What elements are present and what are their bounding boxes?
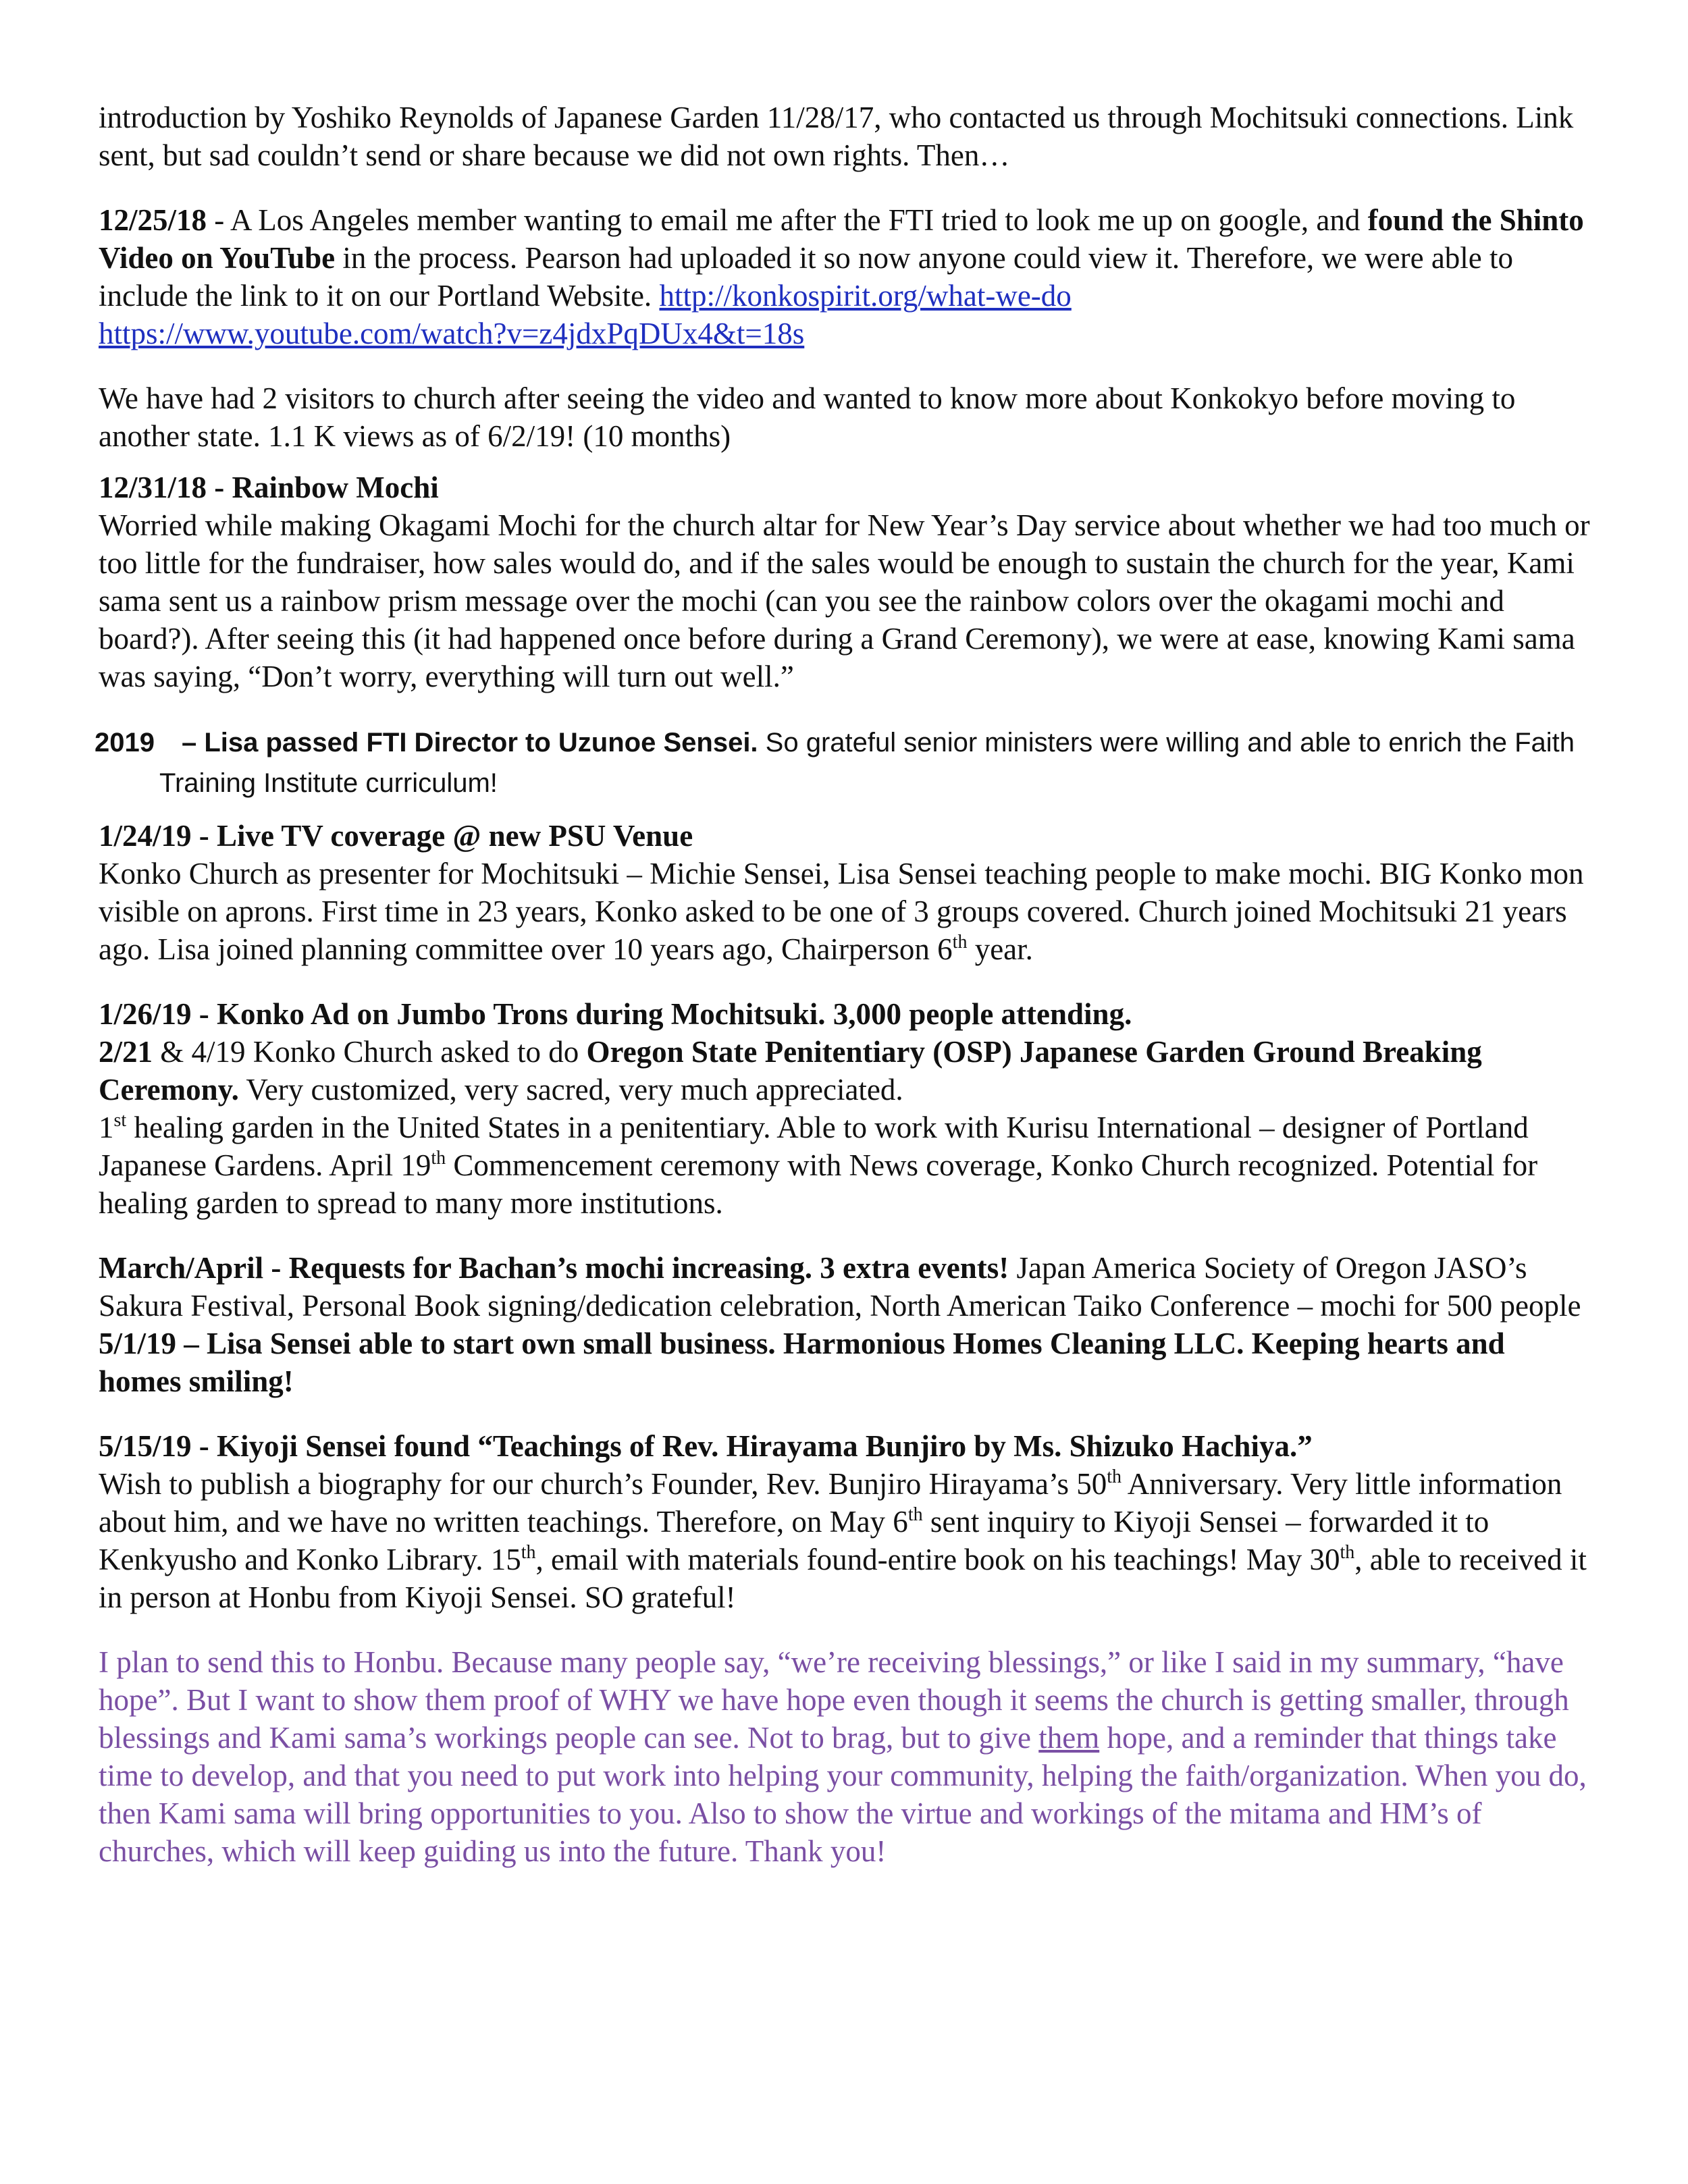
entry-heading: 5/15/19 - Kiyoji Sensei found “Teachings of Rev. Hirayama Bunjiro by Ms. Shizuko Hachiya.” <box>99 1429 1313 1463</box>
visitors-text: We have had 2 visitors to church after seeing the video and wanted to know more about Konkokyo before moving to another state. 1.1 K views as of 6/2/19! (10 months) <box>99 381 1516 453</box>
entry-text: healing garden in the United States in a penitentiary. Able to work with Kurisu International – designer of Portland Japanese Gardens. April 19 <box>99 1111 1529 1182</box>
entry-heading: 1/26/19 - Konko Ad on Jumbo Trons during Mochitsuki. 3,000 people attending. <box>99 997 1132 1031</box>
superscript: st <box>113 1110 127 1131</box>
closing-text: I plan to send this to Honbu. Because many people say, “we’re receiving blessings,” or like I said in my summary, “have hope”. But I want to show them proof of WHY we have hope even though it seems the church is getting smaller, through blessings and Kami sama’s workings people can see. Not to brag, but to give <box>99 1645 1569 1755</box>
closing-text: hope, and a reminder that things take time to develop, and that you need to put work into helping your community, helping the faith/organization. When you do, then Kami sama will bring opportunities to you. Also to show the virtue and workings of the mitama and HM’s of churches, which will keep guiding us into the future. Thank you! <box>99 1721 1587 1868</box>
entry-text: Anniversary. Very little information about him, and we have no written teachings. Therefore, on May 6 <box>99 1467 1562 1539</box>
entry-heading: 5/1/19 – Lisa Sensei able to start own small business. Harmonious Homes Cleaning LLC. Keeping hearts and homes smiling! <box>99 1327 1505 1398</box>
entry-1-26-19 <box>99 995 1591 1033</box>
intro-paragraph <box>99 99 1591 174</box>
entry-date: 12/25/18 <box>99 203 207 237</box>
entry-5-15-19 <box>99 1427 1591 1616</box>
superscript: th <box>1340 1542 1355 1563</box>
entry-12-25-18 <box>99 201 1591 352</box>
entry-text: - A Los Angeles member wanting to email me after the FTI tried to look me up on google, and <box>207 203 1368 237</box>
entry-date: 2/21 <box>99 1035 153 1069</box>
entry-text: sent inquiry to Kiyoji Sensei – forwarded it to Kenkyusho and Konko Library. 15 <box>99 1505 1489 1576</box>
document-page <box>95 99 1591 1870</box>
entry-5-1-19 <box>99 1325 1591 1400</box>
entry-march-april <box>99 1249 1591 1325</box>
konkospirit-link[interactable]: http://konkospirit.org/what-we-do <box>659 279 1072 313</box>
entry-bold-text: – Lisa passed FTI Director to Uzunoe Sensei. <box>181 728 758 757</box>
entry-heading: 1/24/19 - Live TV coverage @ new PSU Venue <box>99 819 693 853</box>
entry-heading: March/April - Requests for Bachan’s mochi increasing. 3 extra events! <box>99 1251 1009 1285</box>
entry-heading: 12/31/18 - Rainbow Mochi <box>99 471 439 504</box>
entry-bold-text: Oregon State Penitentiary (OSP) Japanese Garden Ground Breaking Ceremony. <box>99 1035 1482 1107</box>
entry-12-31-18 <box>99 469 1591 695</box>
visitors-paragraph <box>99 379 1591 455</box>
entry-1-24-19 <box>99 817 1591 968</box>
entry-2-21 <box>99 1033 1591 1109</box>
entry-2019 <box>95 722 1591 803</box>
entry-text: year. <box>967 932 1033 966</box>
entry-bold-text: found the Shinto Video on YouTube <box>99 203 1584 275</box>
superscript: th <box>521 1542 536 1563</box>
entry-text: Wish to publish a biography for our church’s Founder, Rev. Bunjiro Hirayama’s 50 <box>99 1467 1107 1501</box>
entry-text: in the process. Pearson had uploaded it so now anyone could view it. Therefore, we were able to include the link to it on our Portland Website. <box>99 241 1514 313</box>
superscript: th <box>907 1504 923 1525</box>
intro-text: introduction by Yoshiko Reynolds of Japanese Garden 11/28/17, who contacted us through Mochitsuki connections. Link sent, but sad couldn’t send or share because we did not own rights. Then… <box>99 101 1574 172</box>
entry-text: & 4/19 Konko Church asked to do <box>153 1035 587 1069</box>
superscript: th <box>952 932 968 953</box>
entry-body: Konko Church as presenter for Mochitsuki – Michie Sensei, Lisa Sensei teaching people to make mochi. BIG Konko mon visible on aprons. First time in 23 years, Konko asked to be one of 3 groups covered. Church joined Mochitsuki 21 years ago. Lisa joined planning committee over 10 years ago, Chairperson 6 <box>99 857 1584 966</box>
entry-text: Japan America Society of Oregon JASO’s Sakura Festival, Personal Book signing/dedication celebration, North American Taiko Conference – mochi for 500 people <box>99 1251 1581 1323</box>
entry-body: Worried while making Okagami Mochi for the church altar for New Year’s Day service about whether we had too much or too little for the fundraiser, how sales would do, and if the sales would be enough to sustain the church for the year, Kami sama sent us a rainbow prism message over the mochi (can you see the rainbow colors over the okagami mochi and board?). After seeing this (it had happened once before during a Grand Ceremony), we were at ease, knowing Kami sama was saying, “Don’t worry, everything will turn out well.” <box>99 508 1590 693</box>
healing-garden-paragraph <box>99 1109 1591 1222</box>
closing-paragraph <box>99 1643 1591 1870</box>
entry-text: 1 <box>99 1111 114 1144</box>
entry-text: , email with materials found-entire book on his teachings! May 30 <box>535 1543 1340 1576</box>
entry-text: So grateful senior ministers were willing and able to enrich the Faith Training Institute curriculum! <box>159 728 1575 798</box>
entry-text: Very customized, very sacred, very much appreciated. <box>238 1073 903 1107</box>
entry-year: 2019 <box>95 728 155 757</box>
superscript: th <box>431 1148 446 1169</box>
youtube-link[interactable]: https://www.youtube.com/watch?v=z4jdxPqDUx4&t=18s <box>99 317 805 350</box>
superscript: th <box>1107 1466 1122 1487</box>
entry-text: Commencement ceremony with News coverage, Konko Church recognized. Potential for healing garden to spread to many more institutions. <box>99 1148 1538 1220</box>
underlined-word: them <box>1038 1721 1100 1755</box>
entry-text: , able to received it in person at Honbu from Kiyoji Sensei. SO grateful! <box>99 1543 1587 1614</box>
